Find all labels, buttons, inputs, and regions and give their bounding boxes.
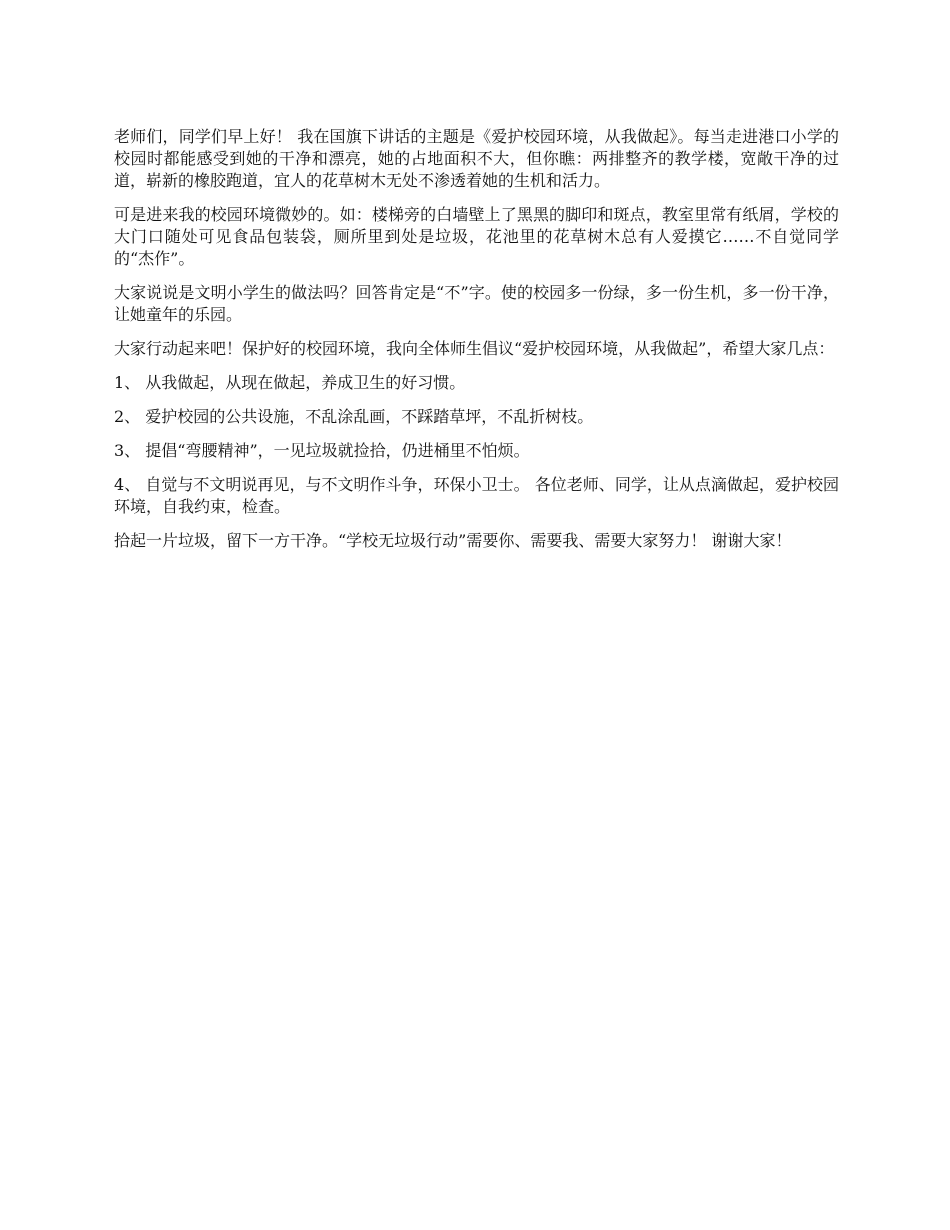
paragraph-closing: 拾起一片垃圾，留下一方干净。“学校无垃圾行动”需要你、需要我、需要大家努力！ 谢谢大家！ (114, 531, 792, 550)
list-item (114, 372, 839, 394)
list-item-number: 1、 (114, 373, 141, 392)
paragraph-intro: 老师们，同学们早上好！ 我在国旗下讲话的主题是《爱护校园环境，从我做起》。每当走进港口小学的校园时都能感受到她的干净和漂亮，她的占地面积不大，但你瞧：两排整齐的教学楼，宽敞干净的过道，崭新的橡胶跑道，宜人的花草树木无处不渗透着她的生机和活力。 (114, 127, 839, 190)
list-item-text: 提倡“弯腰精神”，一见垃圾就捡拾，仍进桶里不怕烦。 (140, 441, 530, 460)
speech-text (114, 126, 839, 564)
paragraph-call-to-action: 大家行动起来吧！保护好的校园环境，我向全体师生倡议“爱护校园环境，从我做起”，希望大家几点： (114, 339, 835, 358)
list-item (114, 406, 839, 428)
list-item-text: 自觉与不文明说再见，与不文明作斗争，环保小卫士。 各位老师、同学，让从点滴做起，爱护校园环境，自我约束，检查。 (114, 475, 839, 516)
list-item-number: 2、 (114, 407, 141, 426)
paragraph-question: 大家说说是文明小学生的做法吗？回答肯定是“不”字。使的校园多一份绿，多一份生机，多一份干净，让她童年的乐园。 (114, 283, 839, 324)
list-item-text: 从我做起，从现在做起，养成卫生的好习惯。 (140, 373, 466, 392)
list-item (114, 474, 839, 518)
list-item-text: 爱护校园的公共设施，不乱涂乱画，不踩踏草坪，不乱折树枝。 (140, 407, 594, 426)
list-item (114, 440, 839, 462)
list-item-number: 4、 (114, 475, 141, 494)
list-item-number: 3、 (114, 441, 141, 460)
paragraph-problems: 可是进来我的校园环境微妙的。如：楼梯旁的白墙壁上了黑黑的脚印和斑点，教室里常有纸屑，学校的大门口随处可见食品包装袋，厕所里到处是垃圾，花池里的花草树木总有人爱摸它……不自觉同学的“杰作”。 (114, 205, 839, 268)
